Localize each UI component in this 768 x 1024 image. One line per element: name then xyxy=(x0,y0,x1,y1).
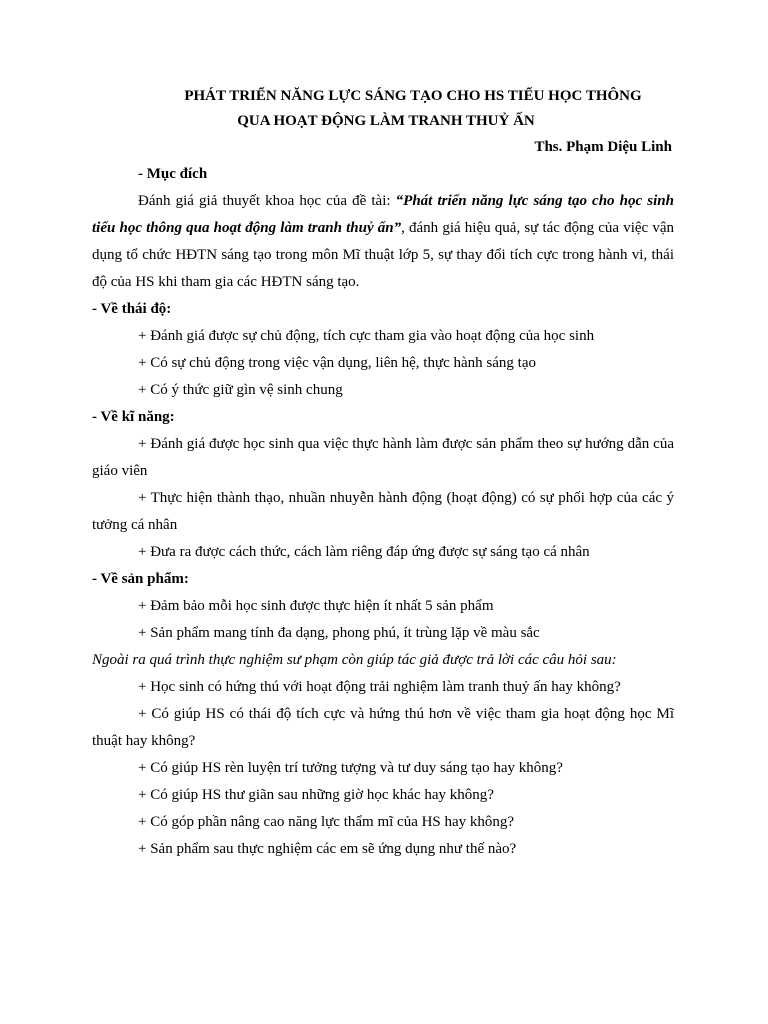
document-title xyxy=(92,84,674,134)
author-name: Ths. Phạm Diệu Linh xyxy=(534,139,672,155)
intro-paragraph xyxy=(92,188,674,296)
question-item: + Có giúp HS rèn luyện trí tưởng tượng và tư duy sáng tạo hay không? xyxy=(138,760,563,776)
list-item: + Đánh giá được sự chủ động, tích cực tham gia vào hoạt động của học sinh xyxy=(138,328,595,344)
section-heading-products: - Về sản phẩm: xyxy=(92,571,189,587)
question-item: + Có góp phần nâng cao năng lực thẩm mĩ của HS hay không? xyxy=(138,814,515,830)
question-item: + Học sinh có hứng thú với hoạt động trải nghiệm làm tranh thuỷ ấn hay không? xyxy=(138,679,621,695)
title-line-2: QUA HOẠT ĐỘNG LÀM TRANH THUỶ ẤN xyxy=(237,113,535,129)
intro-text-before: Đánh giá giả thuyết khoa học của đề tài: xyxy=(138,193,396,209)
section-heading-skills: - Về kĩ năng: xyxy=(92,409,175,425)
question-item: + Có giúp HS thư giãn sau những giờ học khác hay không? xyxy=(138,787,494,803)
list-item: + Đảm bảo mỗi học sinh được thực hiện ít nhất 5 sản phẩm xyxy=(138,598,494,614)
list-item: + Có sự chủ động trong việc vận dụng, liên hệ, thực hành sáng tạo xyxy=(138,355,536,371)
document-body xyxy=(92,84,674,863)
list-item: + Có ý thức giữ gìn vệ sinh chung xyxy=(138,382,343,398)
intro-text-after: , đánh giá hiệu quả, sự tác động của việc vận dụng tổ chức HĐTN sáng tạo trong môn Mĩ thuật lớp 5, sự thay đổi tích cực trong hành vi, thái độ của HS khi tham gia các HĐTN sáng tạo. xyxy=(92,220,675,290)
purpose-label: - Mục đích xyxy=(138,166,208,182)
section-heading-attitude: - Về thái độ: xyxy=(92,301,172,317)
question-item: + Sản phẩm sau thực nghiệm các em sẽ ứng dụng như thế nào? xyxy=(138,841,517,857)
list-item: + Đánh giá được học sinh qua việc thực hành làm được sản phẩm theo sự hướng dẫn của giáo viên xyxy=(92,436,674,479)
list-item: + Sản phẩm mang tính đa dạng, phong phú, ít trùng lặp về màu sắc xyxy=(138,625,540,641)
title-line-1: PHÁT TRIỂN NĂNG LỰC SÁNG TẠO CHO HS TIỂU HỌC THÔNG xyxy=(184,88,642,104)
note-paragraph: Ngoài ra quá trình thực nghiệm sư phạm còn giúp tác giả được trả lời các câu hỏi sau: xyxy=(92,652,617,668)
question-item: + Có giúp HS có thái độ tích cực và hứng thú hơn về việc tham gia hoạt động học Mĩ thuật hay không? xyxy=(92,706,674,749)
list-item: + Đưa ra được cách thức, cách làm riêng đáp ứng được sự sáng tạo cá nhân xyxy=(138,544,590,560)
list-item: + Thực hiện thành thạo, nhuần nhuyễn hành động (hoạt động) có sự phối hợp của các ý tưởng cá nhân xyxy=(92,490,674,533)
intro-emphasis: “Phát triển năng lực sáng tạo cho học sinh tiểu học thông qua hoạt động làm tranh thuỷ ấn” xyxy=(92,193,674,236)
